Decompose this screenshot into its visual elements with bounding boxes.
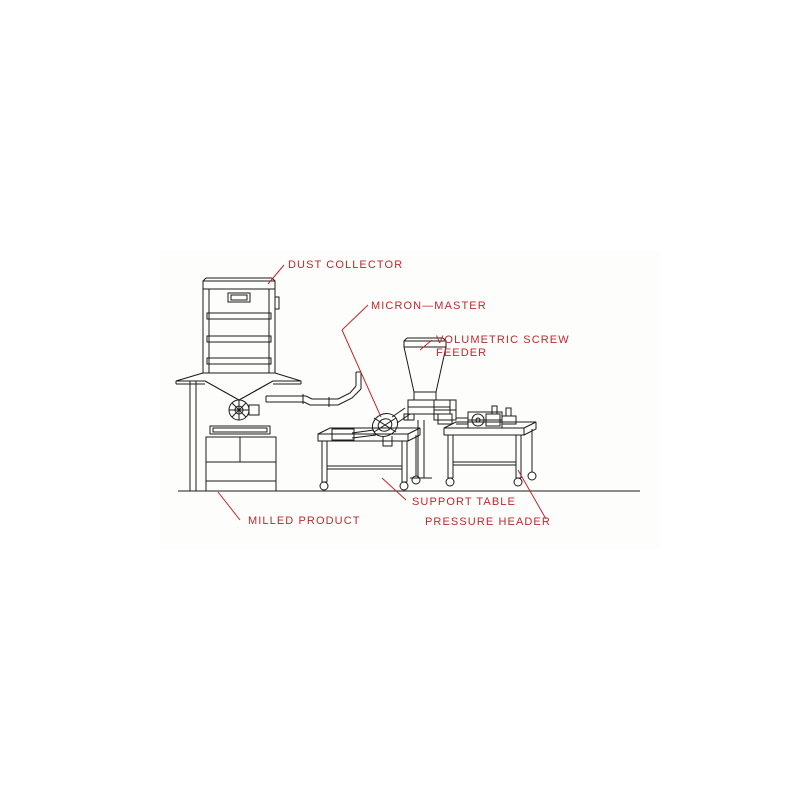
label-milled-product: MILLED PRODUCT [248, 515, 361, 527]
label-support-table: SUPPORT TABLE [412, 496, 516, 508]
leader-micron-master-b [342, 330, 381, 417]
micron-master-mill [332, 408, 410, 446]
pressure-header-assembly [444, 406, 536, 486]
leader-micron-master-a [342, 305, 368, 330]
leader-dust-collector [268, 265, 284, 284]
duct-pipe [266, 372, 361, 407]
label-volumetric-screw-feeder: VOLUMETRIC SCREW FEEDER [436, 334, 570, 359]
support-table [318, 428, 420, 490]
dust-collector-assembly [176, 278, 301, 491]
leader-pressure-header [518, 470, 546, 519]
leader-milled-product [218, 492, 240, 520]
label-dust-collector: DUST COLLECTOR [288, 259, 404, 271]
label-micron-master: MICRON—MASTER [371, 300, 487, 312]
label-pressure-header: PRESSURE HEADER [425, 516, 551, 528]
